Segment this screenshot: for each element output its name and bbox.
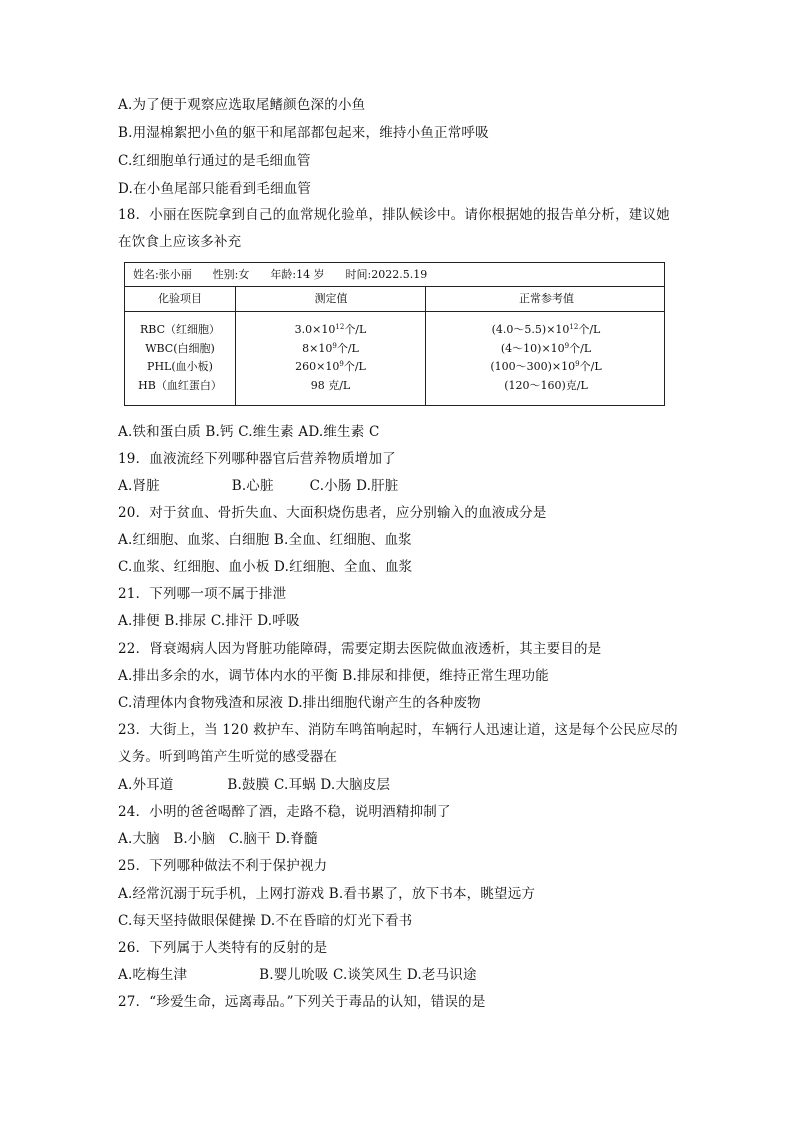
- blood-test-report: [124, 262, 665, 406]
- question-27: 27．“珍爱生命，远离毒品。”下列关于毒品的认知，错误的是: [118, 994, 486, 1010]
- question-25: 25．下列哪种做法不利于保护视力: [118, 858, 328, 874]
- items-column: [125, 311, 235, 405]
- item-wbc: WBC(白细胞): [145, 341, 215, 355]
- question-19: 19．血液流经下列哪种器官后营养物质增加了: [118, 451, 396, 467]
- question-20: 20．对于贫血、骨折失血、大面积烧伤患者，应分别输入的血液成分是: [118, 505, 547, 521]
- column-reference: 正常参考值: [425, 287, 667, 311]
- option-line: A.红细胞、血浆、白细胞 B.全血、红细胞、血浆: [118, 532, 412, 548]
- option-line: A.排出多余的水，调节体内水的平衡 B.排尿和排便，维持正常生理功能: [118, 668, 549, 684]
- question-18-cont: 在饮食上应该多补充: [118, 234, 242, 250]
- measured-hb: 98 克/L: [310, 378, 351, 392]
- option-line: C.每天坚持做眼保健操 D.不在昏暗的灯光下看书: [118, 913, 413, 929]
- report-body: [125, 311, 664, 405]
- ref-hb: (120～160)克/L: [504, 378, 588, 392]
- option-line: A.吃梅生津 B.婴儿吮吸 C.谈笑风生 D.老马识途: [118, 967, 477, 983]
- option-line: C.血浆、红细胞、血小板 D.红细胞、全血、血浆: [118, 559, 413, 575]
- option-line: A.排便 B.排尿 C.排汗 D.呼吸: [118, 613, 300, 629]
- measured-wbc: $8\times 10^9$个/L: [302, 341, 359, 355]
- measured-column: [235, 311, 425, 405]
- option-line: A.经常沉溺于玩手机，上网打游戏 B.看书累了，放下书本，眺望远方: [118, 886, 536, 902]
- question-21: 21．下列哪一项不属于排泄: [118, 586, 287, 602]
- reference-column: [425, 311, 666, 405]
- question-23-cont: 义务。听到鸣笛产生听觉的感受器在: [118, 749, 338, 765]
- ref-wbc: $(4\sim 10)\times 10^9$个/L: [500, 341, 592, 355]
- question-22: 22．肾衰竭病人因为肾脏功能障碍，需要定期去医院做血液透析，其主要目的是: [118, 641, 602, 657]
- option-line: D.在小鱼尾部只能看到毛细血管: [118, 181, 312, 197]
- item-hb: HB（血红蛋白）: [138, 378, 222, 392]
- option-line: C.红细胞单行通过的是毛细血管: [118, 153, 311, 169]
- question-24: 24．小明的爸爸喝醉了酒，走路不稳，说明酒精抑制了: [118, 804, 451, 820]
- ref-phl: $(100\sim 300)\times 10^9$个/L: [490, 360, 602, 373]
- option-line: A.外耳道 B.鼓膜 C.耳蜗 D.大脑皮层: [118, 777, 391, 793]
- report-header: 姓名:张小丽 性别:女 年龄:14 岁 时间:2022.5.19: [125, 263, 664, 287]
- option-line: A.肾脏 B.心脏 C.小肠 D.肝脏: [118, 478, 399, 494]
- item-rbc: RBC（红细胞）: [140, 323, 220, 336]
- option-line: A.铁和蛋白质 B.钙 C.维生素 AD.维生素 C: [118, 424, 380, 440]
- question-26: 26．下列属于人类特有的反射的是: [118, 940, 328, 956]
- column-item: 化验项目: [158, 292, 202, 305]
- measured-rbc: $3.0\times 10^{12}$个/L: [294, 323, 367, 336]
- option-line: B.用湿棉絮把小鱼的躯干和尾部都包起来，维持小鱼正常呼吸: [118, 125, 489, 141]
- question-23: 23．大街上，当 120 救护车、消防车鸣笛响起时，车辆行人迅速让道，这是每个公民应尽的: [118, 722, 678, 738]
- ref-rbc: $(4.0\sim 5.5)\times 10^{12}$个/L: [491, 323, 601, 336]
- option-line: A.为了便于观察应选取尾鳍颜色深的小鱼: [118, 97, 366, 113]
- option-line: C.清理体内食物残渣和尿液 D.排出细胞代谢产生的各种废物: [118, 695, 481, 711]
- measured-phl: $260\times 10^9$个/L: [295, 360, 366, 373]
- question-18: 18．小丽在医院拿到自己的血常规化验单，排队候诊中。请你根据她的报告单分析，建议她: [118, 207, 670, 223]
- column-measured: 测定值: [235, 287, 426, 311]
- item-phl: PHL(血小板): [147, 360, 213, 373]
- option-line: A.大脑 B.小脑 C.脑干 D.脊髓: [118, 831, 318, 847]
- report-column-headers: [125, 287, 664, 312]
